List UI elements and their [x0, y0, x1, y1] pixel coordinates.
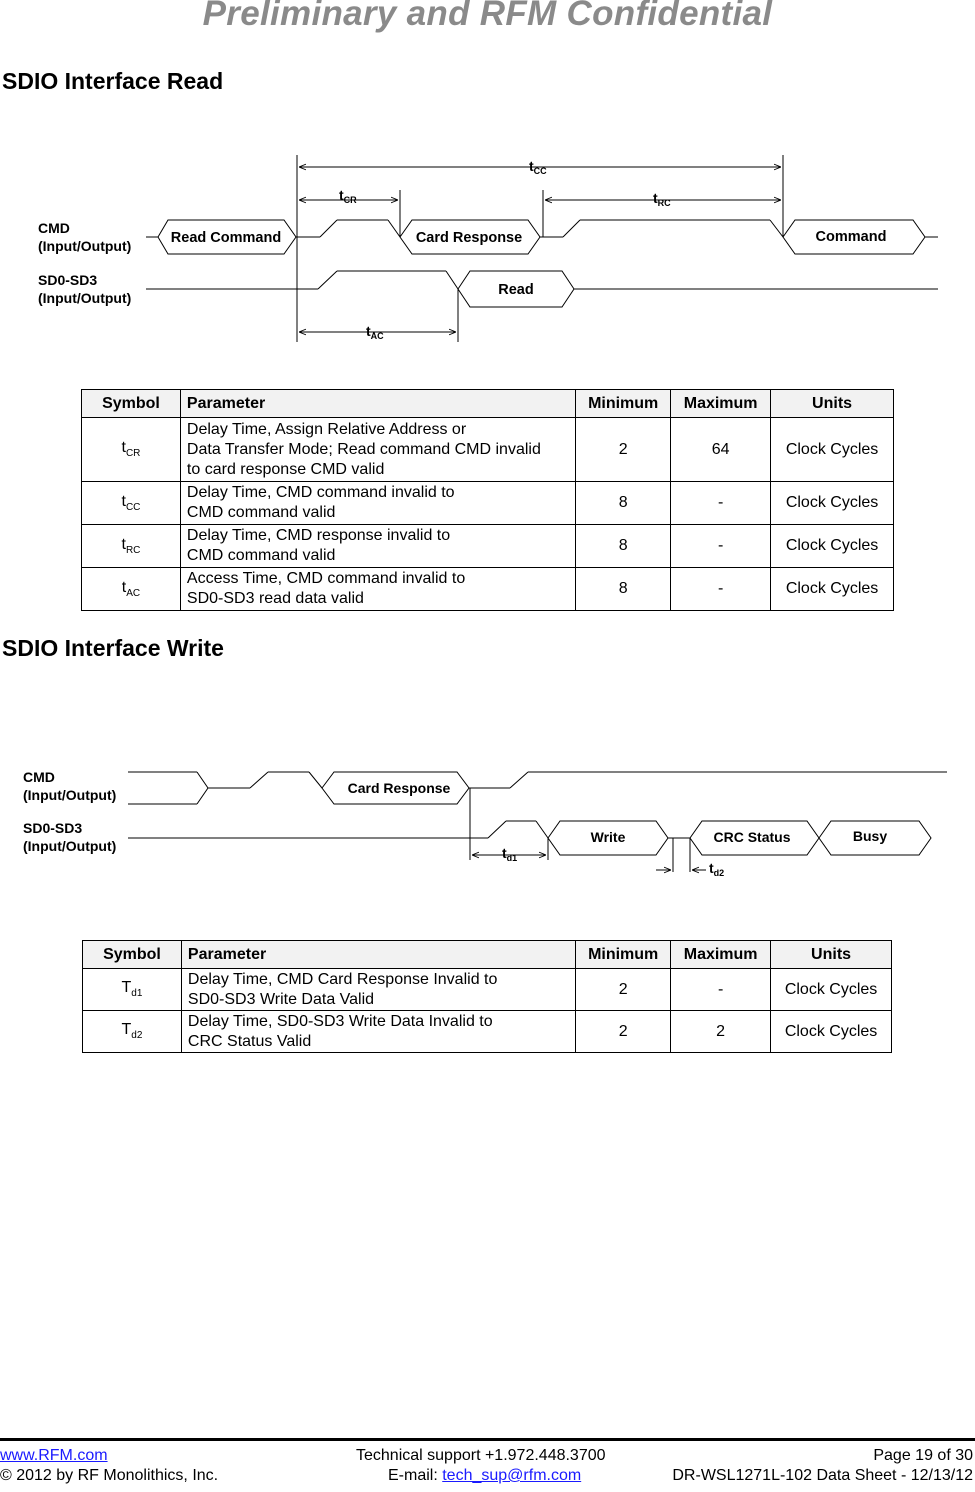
units-cell: Clock Cycles: [771, 482, 894, 525]
cmd-label: CMD: [38, 220, 70, 236]
units-cell: Clock Cycles: [771, 568, 894, 611]
sd-io-label: (Input/Output): [38, 290, 132, 306]
table-row: [82, 482, 894, 525]
t-cc-label: $t_{CC}$: [529, 158, 547, 176]
header-symbol: Symbol: [83, 941, 182, 969]
table-row: [82, 525, 894, 568]
sd-label: SD0-SD3: [38, 272, 98, 288]
maximum-cell: 64: [671, 418, 771, 482]
write-section-title: SDIO Interface Write: [2, 635, 224, 661]
t-d2-label: $t_{d2}$: [709, 860, 725, 878]
maximum-cell: -: [671, 482, 771, 525]
table-header-row: [82, 390, 894, 418]
header-minimum: Minimum: [576, 941, 671, 969]
header-maximum: Maximum: [671, 941, 771, 969]
units-cell: Clock Cycles: [771, 969, 892, 1011]
minimum-cell: 8: [576, 482, 671, 525]
write-sd-label: SD0-SD3: [23, 820, 83, 836]
table-row: [83, 1011, 892, 1053]
parameter-cell: Delay Time, CMD response invalid to CMD command valid: [180, 525, 575, 568]
units-cell: Clock Cycles: [771, 418, 894, 482]
write-cmd-io-label: (Input/Output): [23, 787, 117, 803]
symbol-cell: $t_{AC}$: [82, 568, 181, 611]
table-row: [82, 568, 894, 611]
read-command-text: Read Command: [170, 230, 282, 246]
symbol-cell: $t_{CC}$: [82, 482, 181, 525]
header-units: Units: [771, 941, 892, 969]
command-text: Command: [815, 229, 887, 245]
header-parameter: Parameter: [180, 390, 575, 418]
minimum-cell: 8: [576, 568, 671, 611]
support-phone-text: Technical support +1.972.448.3700: [356, 1447, 606, 1464]
parameter-cell: Delay Time, SD0-SD3 Write Data Invalid to CRC Status Valid: [181, 1011, 575, 1053]
t-cr-label: $t_{CR}$: [339, 187, 357, 205]
footer-divider: [0, 1438, 975, 1441]
maximum-cell: -: [671, 969, 771, 1011]
symbol-cell: $T_{d1}$: [83, 969, 182, 1011]
copyright-text: © 2012 by RF Monolithics, Inc.: [0, 1467, 219, 1484]
maximum-cell: -: [671, 568, 771, 611]
read-timing-table: [81, 389, 894, 611]
parameter-cell: Delay Time, CMD Card Response Invalid to SD0-SD3 Write Data Valid: [181, 969, 575, 1011]
header-minimum: Minimum: [576, 390, 671, 418]
email-link[interactable]: tech_sup@rfm.com: [442, 1467, 582, 1484]
units-cell: Clock Cycles: [771, 1011, 892, 1053]
maximum-cell: 2: [671, 1011, 771, 1053]
email-line: E-mail: tech_sup@rfm.com: [388, 1467, 582, 1484]
confidential-watermark: Preliminary and RFM Confidential: [202, 0, 773, 33]
card-response-text: Card Response: [415, 230, 523, 246]
crc-status-text: CRC Status: [713, 829, 791, 845]
symbol-cell: $t_{RC}$: [82, 525, 181, 568]
page-number: Page 19 of 30: [873, 1447, 973, 1464]
read-section-title: SDIO Interface Read: [2, 68, 224, 94]
minimum-cell: 8: [576, 525, 671, 568]
minimum-cell: 2: [576, 418, 671, 482]
read-timing-diagram: [0, 0, 975, 360]
t-ac-label: $t_{AC}$: [366, 323, 384, 341]
parameter-cell: Delay Time, CMD command invalid to CMD command valid: [180, 482, 575, 525]
cmd-io-label: (Input/Output): [38, 238, 132, 254]
header-symbol: Symbol: [82, 390, 181, 418]
header-units: Units: [771, 390, 894, 418]
t-d1-label: $t_{d1}$: [502, 845, 518, 863]
minimum-cell: 2: [576, 969, 671, 1011]
write-cmd-label: CMD: [23, 769, 55, 785]
busy-text: Busy: [852, 828, 888, 844]
symbol-cell: $t_{CR}$: [82, 418, 181, 482]
write-timing-table: [82, 940, 892, 1053]
units-cell: Clock Cycles: [771, 525, 894, 568]
header-parameter: Parameter: [181, 941, 575, 969]
read-text: Read: [498, 282, 534, 298]
header-maximum: Maximum: [671, 390, 771, 418]
table-row: [82, 418, 894, 482]
write-card-response-text: Card Response: [347, 780, 451, 796]
t-rc-label: $t_{RC}$: [653, 190, 671, 208]
parameter-cell: Delay Time, Assign Relative Address or Data Transfer Mode; Read command CMD invalid to card response CMD valid: [180, 418, 575, 482]
table-header-row: [83, 941, 892, 969]
write-timing-diagram: [0, 700, 975, 920]
table-row: [83, 969, 892, 1011]
maximum-cell: -: [671, 525, 771, 568]
minimum-cell: 2: [576, 1011, 671, 1053]
write-sd-io-label: (Input/Output): [23, 838, 117, 854]
symbol-cell: $T_{d2}$: [83, 1011, 182, 1053]
document-id: DR-WSL1271L-102 Data Sheet - 12/13/12: [672, 1467, 973, 1484]
parameter-cell: Access Time, CMD command invalid to SD0-SD3 read data valid: [180, 568, 575, 611]
website-link[interactable]: www.RFM.com: [0, 1447, 108, 1464]
write-text: Write: [590, 829, 626, 845]
